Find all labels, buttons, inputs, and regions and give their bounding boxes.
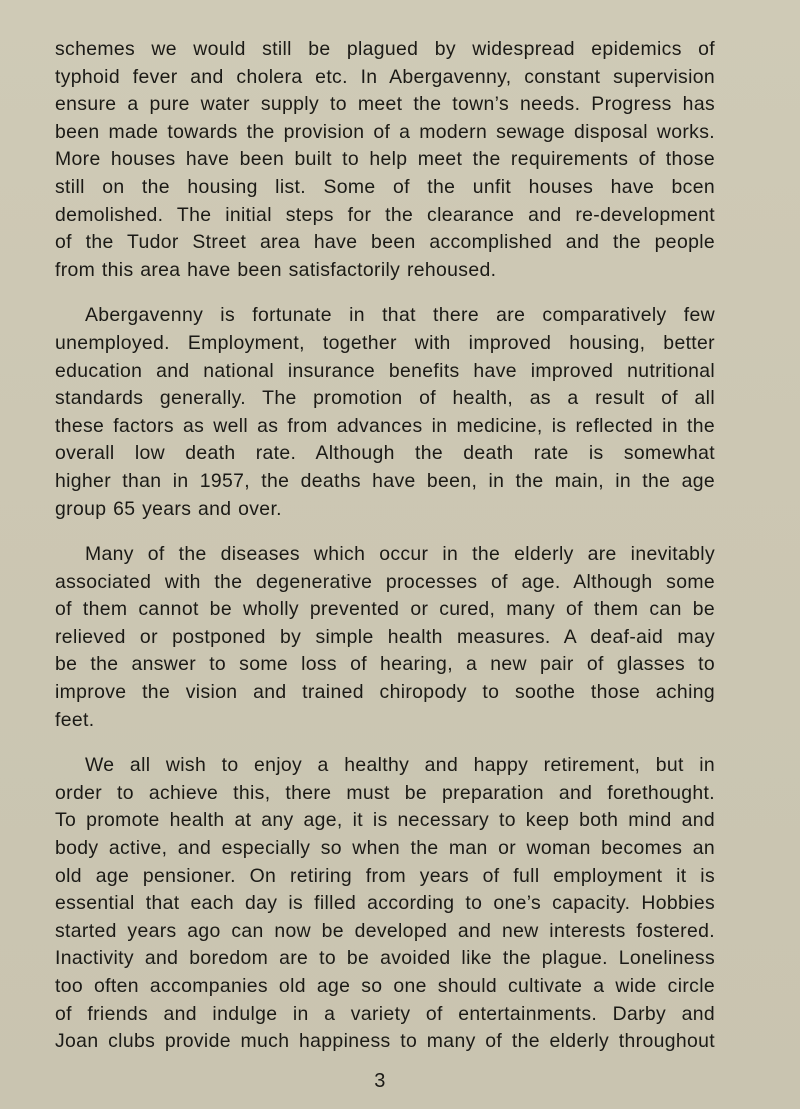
page-number: 3 [374, 1070, 386, 1092]
text-line: body active, and especially so when the man or woman becomes an [55, 837, 715, 860]
text-line: of friends and indulge in a variety of entertainments. Darby and [55, 1002, 715, 1025]
paragraph [55, 302, 715, 523]
text-line: still on the housing list. Some of the unfit houses have bcen [55, 175, 715, 198]
text-line: old age pensioner. On retiring from years of full employment it is [55, 864, 715, 887]
text-line: of the Tudor Street area have been accomplished and the people [55, 231, 715, 254]
text-line: of them cannot be wholly prevented or cured, many of them can be [55, 598, 715, 621]
text-line: been made towards the provision of a modern sewage disposal works. [55, 120, 715, 143]
text-line: typhoid fever and cholera etc. In Abergavenny, constant supervision [55, 65, 715, 88]
paragraph [55, 752, 715, 1056]
text-line: feet. [55, 708, 95, 731]
text-line: higher than in 1957, the deaths have been, in the main, in the age [55, 469, 715, 492]
text-line: Abergavenny is fortunate in that there are comparatively few [85, 304, 715, 327]
document-body [55, 36, 715, 1074]
text-line: essential that each day is filled according to one’s capacity. Hobbies [55, 892, 715, 915]
text-line: Joan clubs provide much happiness to many of the elderly throughout [55, 1030, 715, 1053]
text-line: from this area have been satisfactorily rehoused. [55, 258, 497, 281]
paragraph [55, 541, 715, 734]
text-line: Inactivity and boredom are to be avoided like the plague. Loneliness [55, 947, 715, 970]
text-line: We all wish to enjoy a healthy and happy retirement, but in [85, 754, 715, 777]
text-line: group 65 years and over. [55, 497, 282, 520]
text-line: overall low death rate. Although the death rate is somewhat [55, 442, 715, 465]
text-line: education and national insurance benefits have improved nutritional [55, 359, 715, 382]
text-line: ensure a pure water supply to meet the town’s needs. Progress has [55, 93, 715, 116]
text-line: these factors as well as from advances in medicine, is reflected in the [55, 414, 715, 437]
text-line: associated with the degenerative processes of age. Although some [55, 570, 715, 593]
text-line: standards generally. The promotion of health, as a result of all [55, 387, 715, 410]
text-line: To promote health at any age, it is necessary to keep both mind and [55, 809, 715, 832]
paragraph [55, 36, 715, 284]
text-line: unemployed. Employment, together with improved housing, better [55, 331, 715, 354]
text-line: be the answer to some loss of hearing, a new pair of glasses to [55, 653, 715, 676]
text-line: order to achieve this, there must be preparation and forethought. [55, 781, 715, 804]
text-line: relieved or postponed by simple health measures. A deaf-aid may [55, 625, 715, 648]
text-line: demolished. The initial steps for the clearance and re-development [55, 203, 715, 226]
text-line: too often accompanies old age so one should cultivate a wide circle [55, 975, 715, 997]
text-line: Many of the diseases which occur in the elderly are inevitably [85, 543, 715, 566]
text-line: improve the vision and trained chiropody to soothe those aching [55, 681, 715, 704]
text-line: schemes we would still be plagued by widespread epidemics of [55, 38, 715, 60]
text-line: More houses have been built to help meet the requirements of those [55, 148, 715, 171]
text-line: started years ago can now be developed and new interests fostered. [55, 919, 715, 942]
